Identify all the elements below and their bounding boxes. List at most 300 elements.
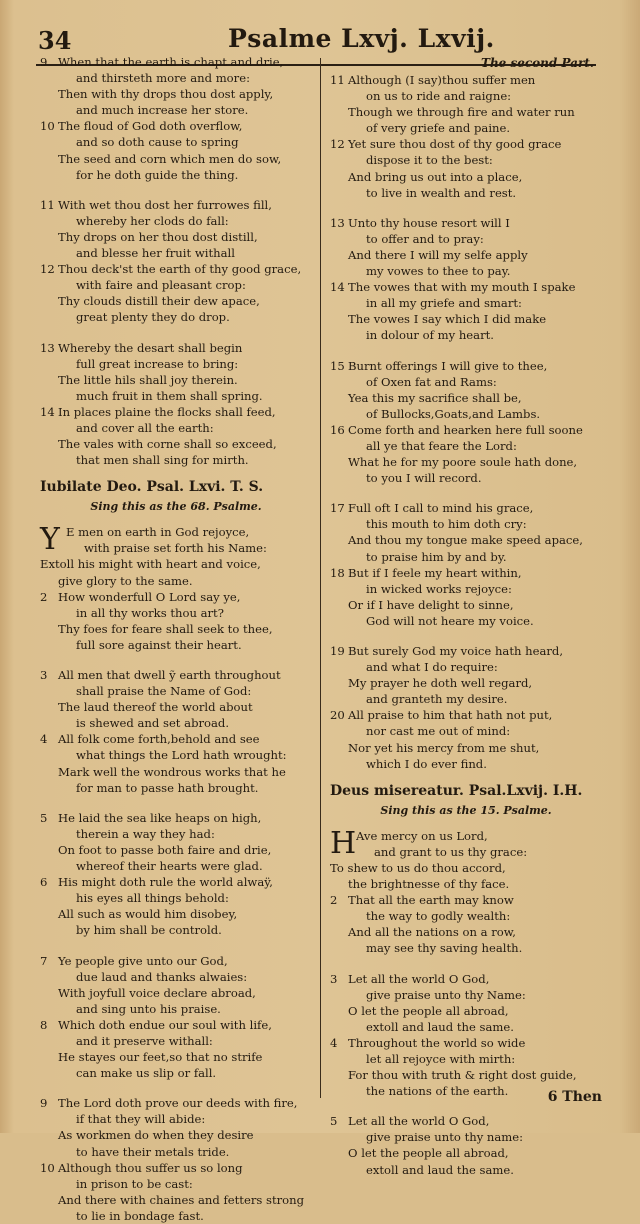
verse-line [330,987,602,1003]
verse-text: whereby her clods do fall: [76,213,229,228]
verse-text: extoll and laud the same. [366,1019,514,1034]
verse-text: And there I will my selfe apply [348,247,528,262]
verse-text: in prison to be cast: [76,1176,193,1191]
verse-line [330,723,602,739]
verse-line [330,390,602,406]
verse-line [330,406,602,422]
verse-line [40,1111,312,1127]
verse-indent [330,1003,348,1019]
verse-indent [330,327,348,343]
verse-text: which I do ever find. [366,756,487,771]
verse-indent [330,390,348,406]
verse-number: 8 [40,1017,48,1032]
verse-line [40,906,312,922]
verse-indent [40,1176,58,1192]
verse-indent [40,637,58,653]
verse-line [330,311,602,327]
verse-line [330,756,602,772]
verse-indent [330,120,348,136]
verse-line [40,167,312,183]
psalm-tune: Sing this as the 15. Psalme. [380,803,552,817]
verse-text: and much increase her store. [76,103,249,118]
verse-line [40,1033,312,1049]
verse-indent [330,1051,348,1067]
verse-text: And bring us out into a place, [348,169,523,184]
verse-line [40,667,312,683]
verse-number: 4 [40,732,48,747]
verse-group [330,72,602,201]
verse-text: Although thou suffer us so long [58,1160,243,1175]
verse-line [330,643,602,659]
verse-line [330,1051,602,1067]
verse-indent [40,764,58,780]
verse-text: The Lord doth prove our deeds with fire, [58,1096,298,1111]
verse-text: All folk come forth,behold and see [58,732,260,747]
verse-indent [40,842,58,858]
verse-number: 9 [40,55,48,69]
verse-text: whereof their hearts were glad. [76,859,263,874]
verse-line [330,1129,602,1145]
verse-indent [330,247,348,263]
verse-line [330,279,602,295]
verse-line [40,70,312,86]
verse-text: And thou my tongue make speed apace, [348,533,583,548]
verse-line [40,151,312,167]
verse-indent [40,699,58,715]
verse-indent [40,1065,58,1081]
verse-number: 10 [40,1160,55,1175]
verse-indent [330,1129,348,1145]
verse-text: He stayes our feet,so that no strife [58,1050,263,1065]
verse-indent [330,740,348,756]
verse-line [40,293,312,309]
verse-indent [330,987,348,1003]
verse-line: with praise set forth his Name: [84,541,267,556]
verse-group [40,197,312,326]
verse-line [40,731,312,747]
verse-indent [40,858,58,874]
verse-line [40,1176,312,1192]
verse-line [40,134,312,150]
verse-line [40,309,312,325]
opening-stanza [40,524,312,556]
verse-group [330,358,602,487]
verse-indent [40,621,58,637]
verse-indent [40,372,58,388]
verse-number: 4 [330,1035,338,1050]
verse-text: Ye people give unto our God, [58,953,228,968]
verse-number: 9 [40,1096,48,1111]
verse-indent [330,613,348,629]
verse-indent [40,213,58,229]
verse-text: The laud thereof the world about [58,700,253,715]
drop-cap: H [330,825,357,861]
psalm-title: Deus misereatur. Psal.Lxvij. I.H. [330,782,583,799]
verse-group [40,340,312,469]
verse-line [330,72,602,88]
verse-text: and granteth my desire. [366,692,508,707]
verse-text: Or if I have delight to sinne, [348,597,514,612]
verse-text: and what I do require: [366,660,498,675]
verse-text: The seed and corn which men do sow, [58,151,282,166]
verse-text: Thy foes for feare shall seek to thee, [58,621,273,636]
verse-indent [40,1033,58,1049]
right-column [330,54,602,1178]
verse-indent [40,388,58,404]
verse-indent [40,229,58,245]
verse-indent [330,104,348,120]
verse-text: Although (I say)thou suffer men [348,73,536,87]
verse-line: the brightnesse of thy face. [348,877,510,892]
verse-text: and thirsteth more and more: [76,71,250,86]
verse-line [40,1127,312,1143]
verse-line [330,263,602,279]
verse-number: 7 [40,953,48,968]
verse-group [330,892,602,956]
verse-number: 3 [330,971,338,986]
verse-indent [40,277,58,293]
verse-indent [330,1162,348,1178]
verse-line [330,215,602,231]
verse-text: Which doth endue our soul with life, [58,1017,272,1032]
verse-line [330,597,602,613]
verse-line [40,118,312,134]
verse-indent [330,1083,348,1099]
verse-number: 11 [330,73,345,87]
verse-line [330,613,602,629]
verse-text: O let the people all abroad, [348,1146,509,1161]
verse-text: and cover all the earth: [76,420,214,435]
verse-line [40,985,312,1001]
verse-line [330,422,602,438]
verse-line [40,969,312,985]
verse-line [40,842,312,858]
verse-text: give praise unto thy Name: [366,987,526,1002]
verse-indent [40,683,58,699]
verse-indent [330,940,348,956]
part-label: The second Part. [481,56,594,70]
verse-indent [330,295,348,311]
verse-line [330,231,602,247]
verse-text: can make us slip or fall. [76,1066,217,1081]
verse-number: 12 [330,137,345,152]
verse-indent [40,969,58,985]
verse-line [330,532,602,548]
psalm-tune: Sing this as the 68. Psalme. [90,500,262,514]
verse-text: Let all the world O God, [348,971,490,986]
verse-text: God will not heare my voice. [366,613,534,628]
verse-line [40,764,312,780]
verse-line [40,1017,312,1033]
verse-text: may see thy saving health. [366,941,523,956]
verse-number: 11 [40,197,55,212]
verse-text: this mouth to him doth cry: [366,517,527,532]
verse-number: 19 [330,644,345,658]
verse-text: and so doth cause to spring [76,135,239,150]
verse-text: But if I feele my heart within, [348,565,522,580]
verse-indent [40,1111,58,1127]
verse-line [40,436,312,452]
verse-text: therein a way they had: [76,826,215,841]
verse-number: 10 [40,119,55,134]
verse-group [330,1113,602,1177]
verse-indent [330,438,348,454]
verse-line [40,372,312,388]
verse-line [40,810,312,826]
verse-line [40,1160,312,1176]
verse-text: give praise unto thy name: [366,1130,524,1145]
verse-indent [330,532,348,548]
verse-line [40,261,312,277]
page-number: 34 [38,26,72,55]
verse-text: Thou deck'st the earth of thy good grace, [58,262,302,277]
verse-indent [40,102,58,118]
verse-line [40,54,312,70]
verse-indent [330,908,348,924]
verse-indent [330,756,348,772]
verse-text: My prayer he doth well regard, [348,676,533,691]
verse-text: dispose it to the best: [366,153,493,168]
verse-text: to have their metals tride. [76,1144,230,1159]
verse-text: The floud of God doth overflow, [58,119,243,134]
verse-line [40,277,312,293]
verse-number: 13 [40,340,55,355]
verse-text: to praise him by and by. [366,549,507,564]
verse-indent [330,152,348,168]
verse-line [40,874,312,890]
verse-text: All such as would him disobey, [58,907,238,922]
verse-text: His might doth rule the world alwaÿ, [58,875,273,890]
verse-line [330,659,602,675]
verse-line [330,374,602,390]
verse-line [40,715,312,731]
verse-line [330,892,602,908]
verse-text: Thy drops on her thou dost distill, [58,229,258,244]
verse-text: for he doth guide the thing. [76,167,239,182]
column-divider [320,58,321,1098]
verse-text: to lie in bondage fast. [76,1208,204,1223]
verse-text: shall praise the Name of God: [76,684,252,699]
verse-line [40,780,312,796]
verse-text: In places plaine the flocks shall feed, [58,404,276,419]
verse-text: The vales with corne shall so exceed, [58,437,277,452]
verse-text: to offer and to pray: [366,231,484,246]
verse-line [40,858,312,874]
verse-text: my vowes to thee to pay. [366,264,511,279]
verse-line [40,605,312,621]
verse-text: Whereby the desart shall begin [58,340,243,355]
verse-text: all ye that feare the Lord: [366,438,517,453]
verse-group [40,589,312,653]
verse-text: and sing unto his praise. [76,1001,221,1016]
verse-text: what things the Lord hath wrought: [76,748,287,763]
verse-line [40,245,312,261]
verse-indent [40,1144,58,1160]
verse-indent [40,245,58,261]
verse-indent [40,309,58,325]
verse-line [40,1065,312,1081]
verse-line [40,890,312,906]
verse-line [40,621,312,637]
verse-number: 2 [40,589,48,604]
verse-line [330,327,602,343]
verse-number: 14 [330,280,345,295]
running-head: Psalme Lxvj. Lxvij. [228,24,495,53]
verse-group [330,643,602,772]
verse-text: He laid the sea like heaps on high, [58,810,262,825]
verse-text: Yea this my sacrifice shall be, [348,390,522,405]
verse-indent [330,924,348,940]
verse-text: For thou with truth & right dost guide, [348,1068,577,1083]
verse-text: in dolour of my heart. [366,328,494,343]
verse-number: 13 [330,215,345,230]
verse-text: Thy clouds distill their dew apace, [58,294,260,309]
verse-line [40,86,312,102]
verse-line [40,452,312,468]
verse-text: Then with thy drops thou dost apply, [58,87,274,102]
verse-text: if that they will abide: [76,1112,206,1127]
verse-line [40,699,312,715]
verse-indent [40,922,58,938]
verse-indent [40,134,58,150]
verse-text: And there with chaines and fetters strong [58,1192,305,1207]
verse-indent [330,470,348,486]
verse-text: the way to godly wealth: [366,909,511,924]
verse-text: Full oft I call to mind his grace, [348,501,534,516]
verse-line [40,953,312,969]
verse-indent [330,311,348,327]
verse-indent [40,1192,58,1208]
verse-text: full great increase to bring: [76,356,239,371]
verse-line [40,213,312,229]
verse-line [40,637,312,653]
verse-text: Mark well the wondrous works that he [58,764,286,779]
verse-text: The vowes I say which I did make [348,312,547,327]
verse-indent [40,1127,58,1143]
verse-line: Ave mercy on us Lord, [356,828,488,843]
verse-line [40,1001,312,1017]
verse-indent [40,1001,58,1017]
verse-text: nor cast me out of mind: [366,724,511,739]
verse-text: and it preserve withall: [76,1033,213,1048]
verse-indent [330,723,348,739]
verse-number: 2 [330,893,338,908]
verse-indent [40,985,58,1001]
verse-group [330,500,602,629]
verse-text: The vowes that with my mouth I spake [348,280,576,295]
verse-line: Extoll his might with heart and voice, [40,557,261,572]
verse-indent [40,293,58,309]
verse-line [330,1035,602,1051]
verse-text: in wicked works rejoyce: [366,581,512,596]
drop-cap: Y [40,522,60,558]
verse-group [40,54,312,183]
verse-text: Throughout the world so wide [348,1035,526,1050]
verse-line [330,120,602,136]
verse-line [40,683,312,699]
verse-line [330,1113,602,1129]
psalm-title: Iubilate Deo. Psal. Lxvi. T. S. [40,479,264,496]
verse-line [330,500,602,516]
verse-indent [330,231,348,247]
verse-indent [330,516,348,532]
verse-indent [330,659,348,675]
verse-text: his eyes all things behold: [76,891,229,906]
verse-indent [40,890,58,906]
verse-indent [330,675,348,691]
verse-line [330,971,602,987]
verse-line [330,1162,602,1178]
verse-line [330,707,602,723]
verse-line [330,358,602,374]
verse-text: extoll and laud the same. [366,1162,514,1177]
verse-indent [40,436,58,452]
verse-text: with faire and pleasant crop: [76,278,246,293]
verse-line [40,1208,312,1224]
verse-group [40,667,312,796]
verse-text: of Bullocks,Goats,and Lambs. [366,406,541,421]
verse-line [330,581,602,597]
verse-group [40,953,312,1082]
verse-text: of very griefe and paine. [366,121,511,136]
verse-text: is shewed and set abroad. [76,716,230,731]
verse-indent [330,374,348,390]
verse-group [40,1095,312,1224]
verse-text: On foot to passe both faire and drie, [58,842,272,857]
verse-text: full sore against their heart. [76,637,242,652]
verse-line [40,420,312,436]
verse-line [330,740,602,756]
verse-indent [40,715,58,731]
verse-line [40,589,312,605]
verse-line [330,1019,602,1035]
verse-line [40,1049,312,1065]
verse-text: O let the people all abroad, [348,1003,509,1018]
verse-text: Unto thy house resort will I [348,215,510,230]
verse-indent [330,263,348,279]
verse-text: As workmen do when they desire [58,1128,254,1143]
verse-number: 14 [40,404,55,419]
verse-indent [40,356,58,372]
verse-text: due laud and thanks alwaies: [76,969,248,984]
verse-line [40,1144,312,1160]
verse-indent [40,826,58,842]
verse-text: And all the nations on a row, [348,925,516,940]
verse-indent [330,581,348,597]
verse-number: 12 [40,262,55,277]
verse-line [330,691,602,707]
verse-text: All men that dwell ỹ earth throughout [58,668,281,682]
verse-indent [330,406,348,422]
verse-line [40,388,312,404]
verse-indent [40,70,58,86]
verse-line: and grant to us thy grace: [374,844,528,859]
verse-line [330,675,602,691]
verse-line [330,1003,602,1019]
opening-stanza [330,825,602,861]
verse-indent [40,906,58,922]
verse-line [40,356,312,372]
catchword: 6 Then [547,1089,602,1105]
verse-line [330,169,602,185]
verse-number: 15 [330,358,345,373]
verse-line [40,1192,312,1208]
verse-line [330,924,602,940]
verse-indent [330,185,348,201]
verse-number: 16 [330,422,345,437]
verse-indent [330,454,348,470]
verse-line [40,1095,312,1111]
